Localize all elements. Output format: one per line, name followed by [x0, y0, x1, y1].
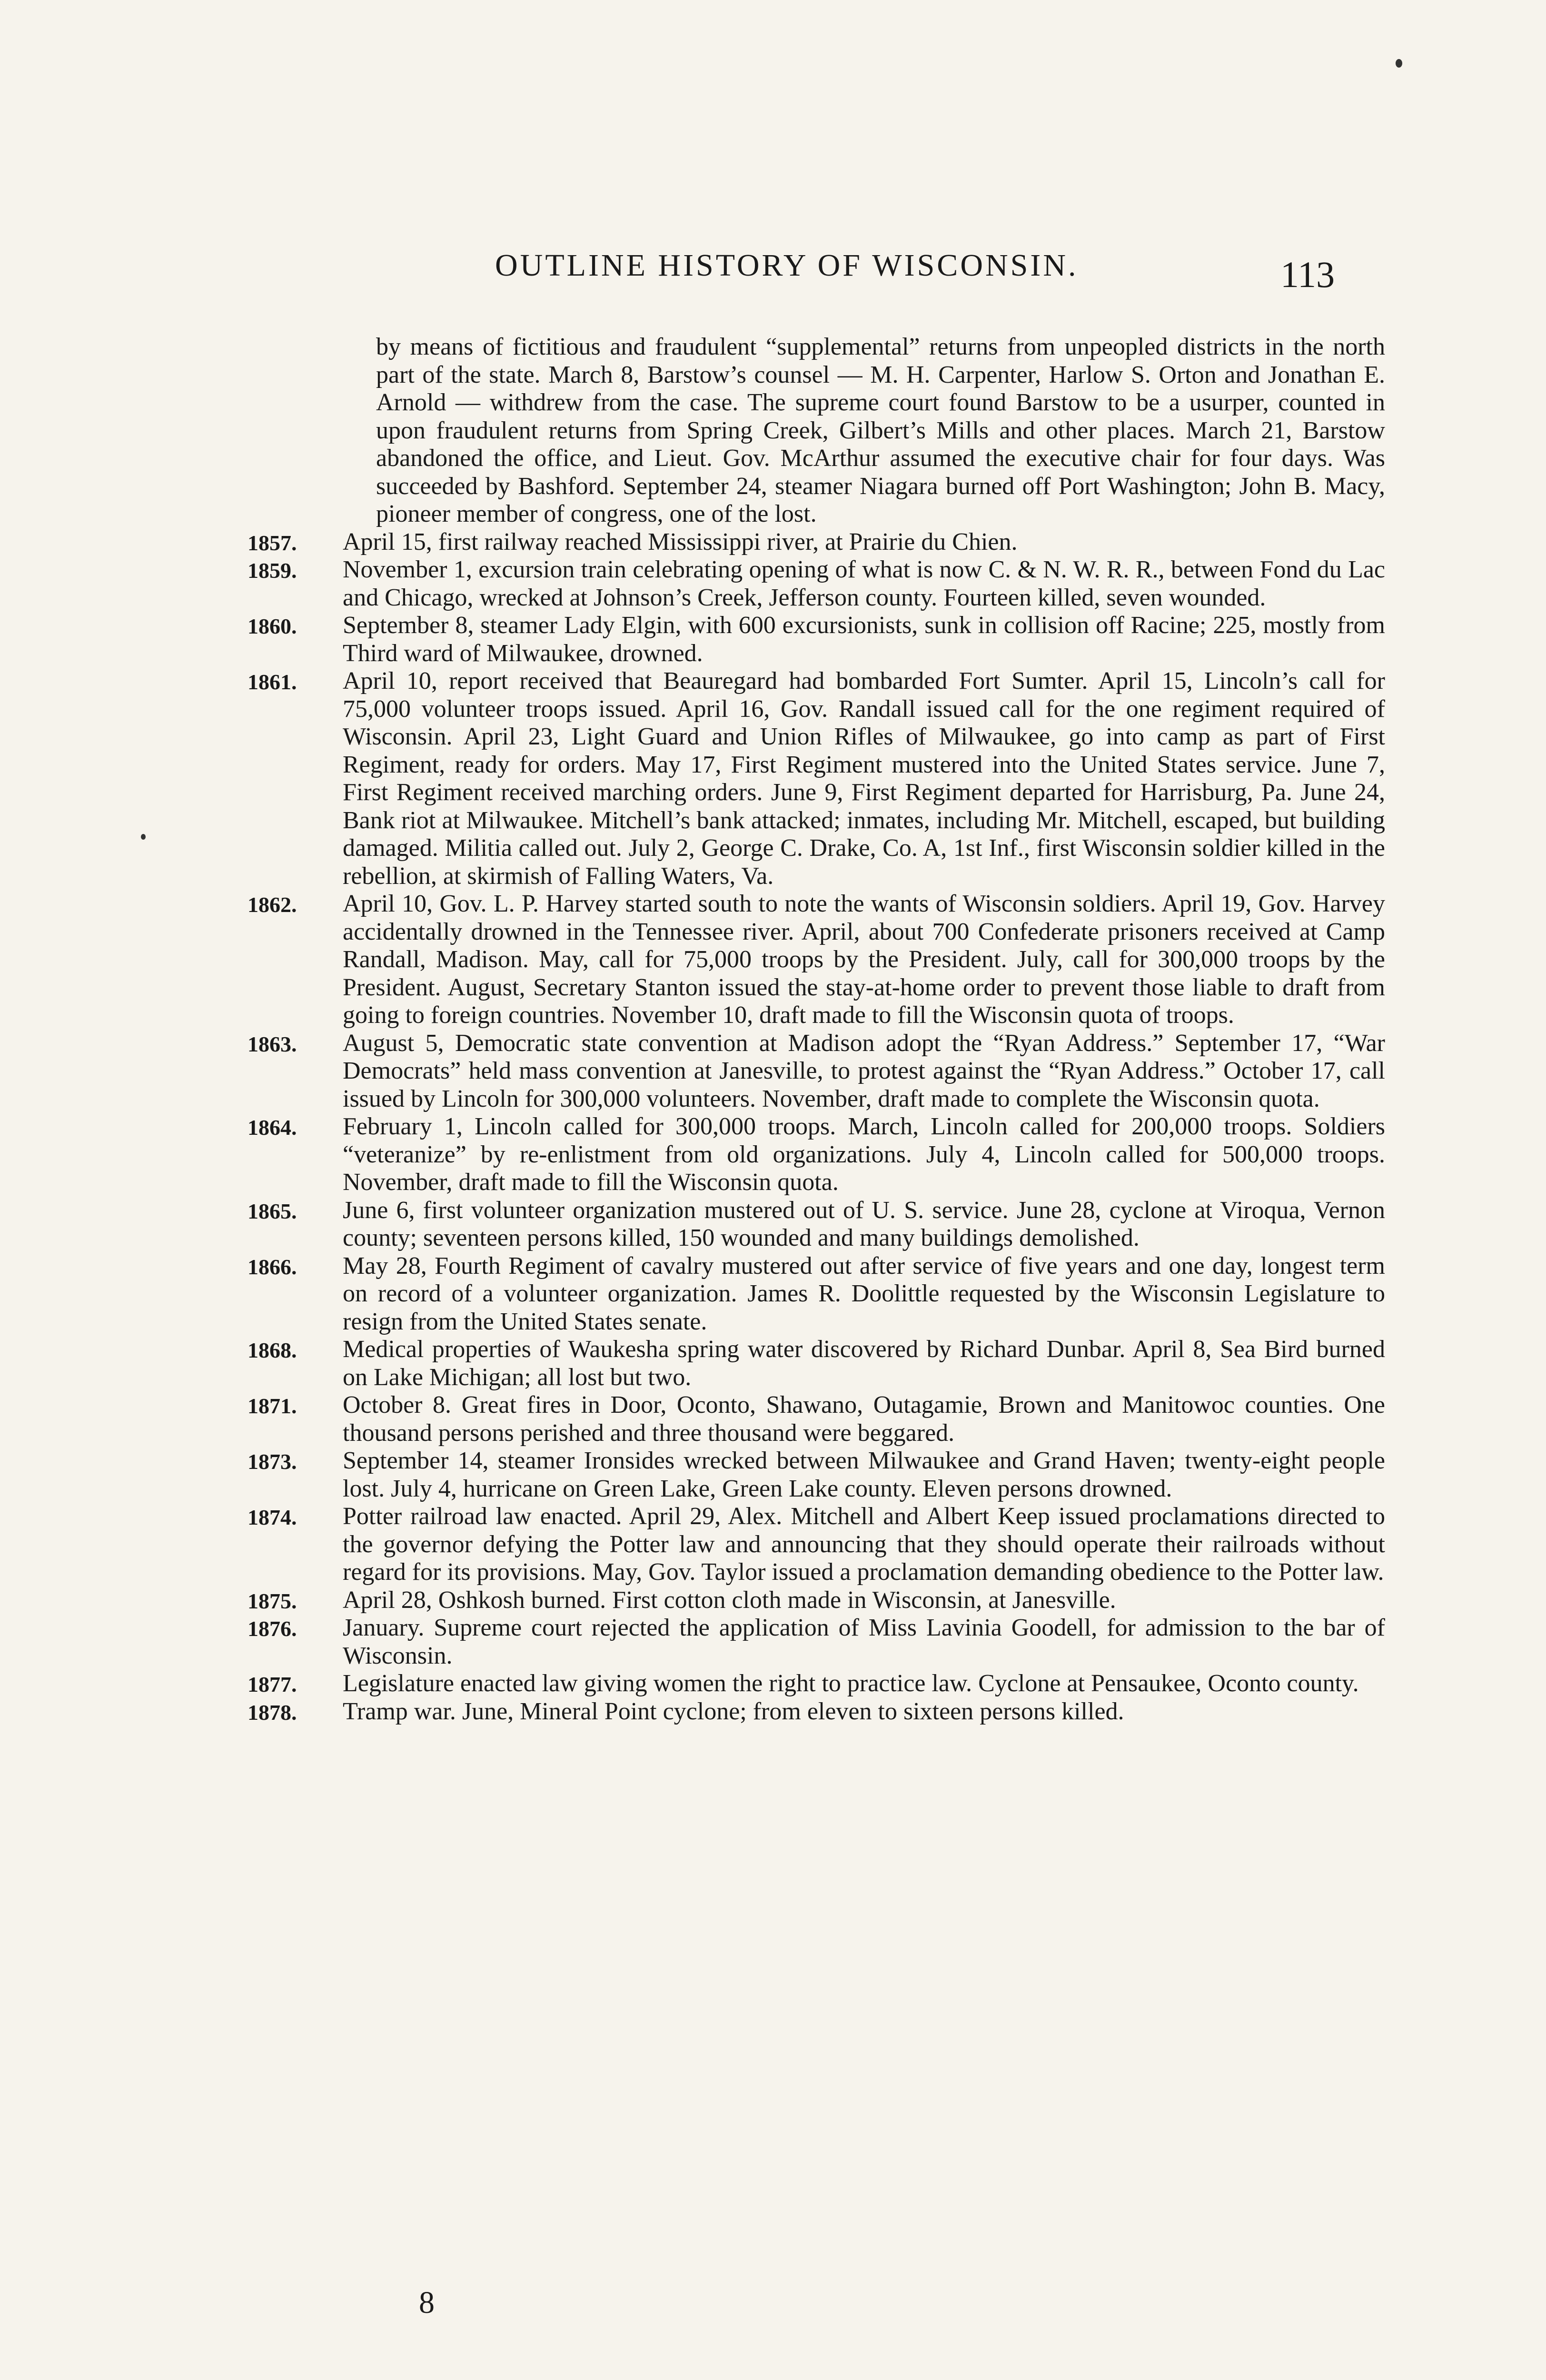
ink-speck — [141, 834, 146, 840]
entry-year: 1878. — [248, 1700, 297, 1725]
chronology-entry — [248, 1614, 1385, 1670]
entry-year: 1857. — [248, 530, 297, 555]
entry-year: 1860. — [248, 614, 297, 638]
chronology-entry — [248, 1336, 1385, 1391]
chronology-entry — [248, 612, 1385, 667]
entry-year: 1868. — [248, 1338, 297, 1362]
page-number: 113 — [1280, 254, 1335, 295]
chronology-entry — [248, 890, 1385, 1030]
chronology-entry — [248, 1197, 1385, 1252]
entry-year: 1876. — [248, 1616, 297, 1641]
ink-speck — [1396, 59, 1402, 68]
entry-text: November 1, excursion train celebrating opening of what is now C. & N. W. R. R., between Fond du Lac and Chicago, wrecked at Johnson’s Creek, Jefferson county. Fourteen killed, seven wounded. — [343, 556, 1385, 611]
entry-year: 1861. — [248, 670, 297, 694]
entry-text: June 6, first volunteer organization mustered out of U. S. service. June 28, cyclone at Viroqua, Vernon county; seventeen persons killed, 150 wounded and many buildings demolished. — [343, 1196, 1385, 1251]
entry-text: Tramp war. June, Mineral Point cyclone; from eleven to sixteen persons killed. — [343, 1697, 1124, 1725]
entry-text: September 8, steamer Lady Elgin, with 600 excursionists, sunk in collision off Racine; 225, mostly from Third ward of Milwaukee, drowned. — [343, 612, 1385, 667]
chronology-entry — [248, 1503, 1385, 1587]
entry-text: February 1, Lincoln called for 300,000 troops. March, Lincoln called for 200,000 troops. Soldiers “veteranize” by re-enlistment from old organizations. July 4, Lincoln called for 500,000 troops. November, draft made to fill the Wisconsin quota. — [343, 1113, 1385, 1196]
entry-year: 1862. — [248, 892, 297, 917]
chronology-entry — [248, 1587, 1385, 1615]
entry-year: 1859. — [248, 558, 297, 583]
entry-year: 1864. — [248, 1115, 297, 1140]
entry-text: Medical properties of Waukesha spring water discovered by Richard Dunbar. April 8, Sea Bird burned on Lake Michigan; all lost but two. — [343, 1336, 1385, 1391]
entry-text: April 10, report received that Beauregard had bombarded Fort Sumter. April 15, Lincoln’s call for 75,000 volunteer troops issued. April 16, Gov. Randall issued call for the one regiment required of Wisconsin. April 23, Light Guard and Union Rifles of Milwaukee, go into camp as part of First Regiment, ready for orders. May 17, First Regiment mustered into the United States service. June 7, First Regiment received marching orders. June 9, First Regiment departed for Harrisburg, Pa. June 24, Bank riot at Milwaukee. Mitchell’s bank attacked; inmates, including Mr. Mitchell, escaped, but building damaged. Militia called out. July 2, George C. Drake, Co. A, 1st Inf., first Wisconsin soldier killed in the rebellion, at skirmish of Falling Waters, Va. — [343, 667, 1385, 890]
chronology-entry — [248, 1252, 1385, 1336]
chronology-body — [248, 333, 1385, 1726]
continuation-paragraph — [248, 333, 1385, 528]
entry-year: 1865. — [248, 1199, 297, 1223]
entry-year: 1873. — [248, 1449, 297, 1474]
entry-text: April 15, first railway reached Mississippi river, at Prairie du Chien. — [343, 528, 1018, 555]
chronology-entries — [248, 528, 1385, 1726]
chronology-entry — [248, 1113, 1385, 1197]
entry-year: 1863. — [248, 1031, 297, 1056]
entry-text: April 10, Gov. L. P. Harvey started south to note the wants of Wisconsin soldiers. April 19, Gov. Harvey accidentally drowned in the Tennessee river. April, about 700 Confederate prisoners received at Camp Randall, Madison. May, call for 75,000 troops by the President. July, call for 300,000 troops by the President. August, Secretary Stanton issued the stay-at-home order to prevent those liable to draft from going to foreign countries. November 10, draft made to fill the Wisconsin quota of troops. — [343, 890, 1385, 1029]
entry-year: 1875. — [248, 1588, 297, 1613]
chronology-entry — [248, 556, 1385, 612]
entry-text: August 5, Democratic state convention at Madison adopt the “Ryan Address.” September 17, “War Democrats” held mass convention at Janesville, to protest against the “Ryan Address.” October 17, call issued by Lincoln for 300,000 volunteers. November, draft made to complete the Wisconsin quota. — [343, 1029, 1385, 1112]
entry-year: 1866. — [248, 1254, 297, 1279]
entry-year: 1874. — [248, 1505, 297, 1529]
entry-text: October 8. Great fires in Door, Oconto, Shawano, Outagamie, Brown and Manitowoc counties. One thousand persons perished and three thousand were beggared. — [343, 1391, 1385, 1447]
entry-text: April 28, Oshkosh burned. First cotton cloth made in Wisconsin, at Janesville. — [343, 1586, 1116, 1614]
entry-text: September 14, steamer Ironsides wrecked between Milwaukee and Grand Haven; twenty-eight people lost. July 4, hurricane on Green Lake, Green Lake county. Eleven persons drowned. — [343, 1447, 1385, 1502]
running-head: OUTLINE HISTORY OF WISCONSIN. — [495, 248, 1079, 283]
chronology-entry — [248, 528, 1385, 556]
chronology-entry — [248, 1391, 1385, 1447]
continuation-text: by means of fictitious and fraudulent “supplemental” returns from unpeopled districts in the north part of the state. March 8, Barstow’s counsel — M. H. Carpenter, Harlow S. Orton and Jonathan E. Arnold — withdrew from the case. The supreme court found Barstow to be a usurper, counted in upon fraudulent returns from Spring Creek, Gilbert’s Mills and other places. March 21, Barstow abandoned the office, and Lieut. Gov. McArthur assumed the executive chair for four days. Was succeeded by Bashford. September 24, steamer Niagara burned off Port Washington; John B. Macy, pioneer member of congress, one of the lost. — [376, 333, 1385, 527]
signature-mark: 8 — [419, 2285, 435, 2320]
entry-text: January. Supreme court rejected the application of Miss Lavinia Goodell, for admission to the bar of Wisconsin. — [343, 1614, 1385, 1669]
chronology-entry — [248, 1670, 1385, 1698]
entry-year: 1877. — [248, 1672, 297, 1696]
chronology-entry — [248, 1698, 1385, 1726]
entry-text: Potter railroad law enacted. April 29, Alex. Mitchell and Albert Keep issued proclamations directed to the governor defying the Potter law and announcing that they should operate their railroads without regard for its provisions. May, Gov. Taylor issued a proclamation demanding obedience to the Potter law. — [343, 1503, 1385, 1586]
chronology-entry — [248, 1030, 1385, 1113]
chronology-entry — [248, 1447, 1385, 1503]
chronology-entry — [248, 667, 1385, 890]
entry-year: 1871. — [248, 1394, 297, 1418]
entry-text: Legislature enacted law giving women the right to practice law. Cyclone at Pensaukee, Oconto county. — [343, 1670, 1359, 1697]
entry-text: May 28, Fourth Regiment of cavalry mustered out after service of five years and one day, longest term on record of a volunteer organization. James R. Doolittle requested by the Wisconsin Legislature to resign from the United States senate. — [343, 1252, 1385, 1335]
